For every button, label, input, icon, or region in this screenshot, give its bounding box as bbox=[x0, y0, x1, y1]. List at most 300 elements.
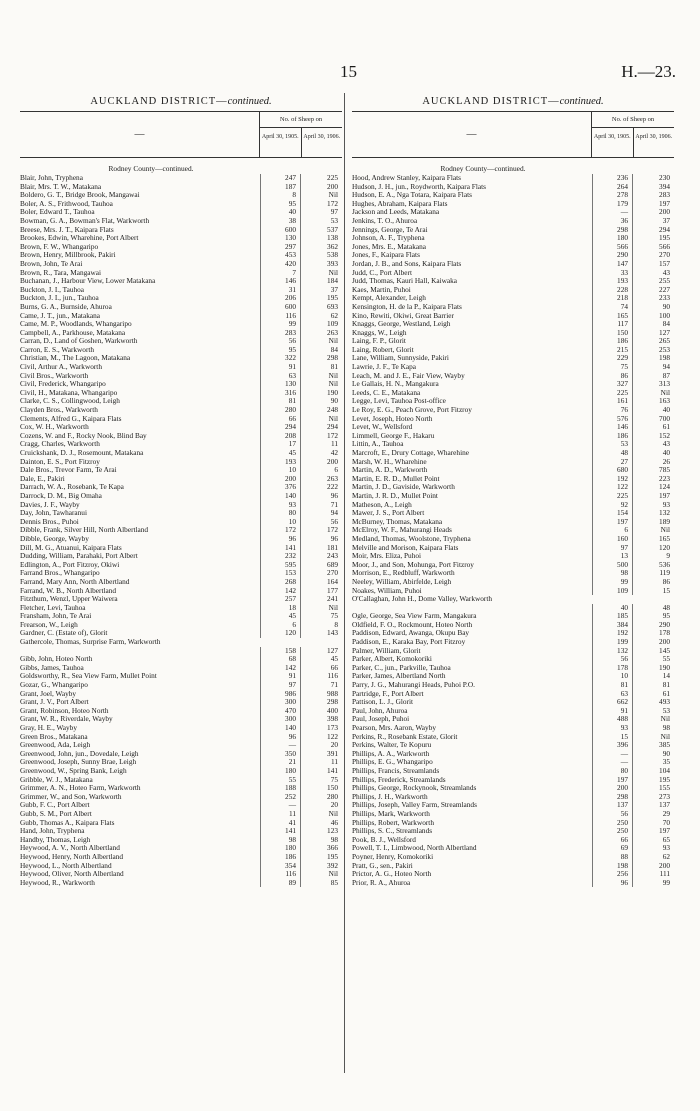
sheep-1906: 227 bbox=[659, 284, 670, 294]
sheep-1905: 199 bbox=[592, 638, 633, 647]
owner-name: Bowman, G. A., Bowman's Flat, Warkworth bbox=[20, 216, 150, 225]
owner-name: Civil, Arthur A., Warkworth bbox=[20, 363, 102, 372]
owner-name: Grant, Joel, Wayby bbox=[20, 689, 77, 698]
sheep-1905: 268 bbox=[260, 578, 301, 587]
column-divider bbox=[344, 93, 345, 1073]
right-column bbox=[352, 93, 674, 887]
owner-name: Lawrie, J. F., Te Kapa bbox=[352, 363, 417, 372]
owner-name: Greenwood, John, jun., Dovedale, Leigh bbox=[20, 749, 139, 758]
owner-name: Paul, John, Ahuroa bbox=[352, 706, 408, 715]
sheep-1906: 537 bbox=[327, 224, 338, 234]
sheep-1906: 172 bbox=[327, 430, 338, 440]
sheep-1905: 55 bbox=[260, 776, 301, 785]
sheep-1905: 252 bbox=[260, 793, 301, 802]
sheep-1905: 41 bbox=[260, 819, 301, 828]
sheep-1906: 200 bbox=[659, 860, 670, 870]
owner-name: Jones, F., Kaipara Flats bbox=[352, 251, 420, 260]
owner-name: Lane, William, Sunnyside, Pakiri bbox=[352, 354, 449, 363]
owner-name: Green Bros., Matakana bbox=[20, 732, 88, 741]
owner-name: Gribble, W. J., Matakana bbox=[20, 775, 93, 784]
sheep-1905: 122 bbox=[592, 483, 633, 492]
sheep-1905: 206 bbox=[260, 294, 301, 303]
owner-name: Knaggs, George, Westland, Leigh bbox=[352, 320, 451, 329]
owner-name: Gibbs, James, Tauhoa bbox=[20, 663, 84, 672]
sheep-1906: 104 bbox=[659, 765, 670, 775]
sheep-1905: 53 bbox=[592, 440, 633, 449]
owner-name: Jennings, George, Te Arai bbox=[352, 225, 428, 234]
sheep-1905: 93 bbox=[592, 724, 633, 733]
sheep-1906: Nil bbox=[328, 370, 338, 380]
owner-name: Matheson, A., Leigh bbox=[352, 500, 412, 509]
sheep-1906: 6 bbox=[334, 465, 338, 475]
table-body bbox=[20, 174, 342, 887]
sheep-1906: 45 bbox=[330, 654, 338, 664]
owner-name: Martin, E. R. D., Mullet Point bbox=[352, 474, 440, 483]
table-header bbox=[352, 111, 674, 158]
owner-name: Phillips, Joseph, Valley Farm, Streamlands bbox=[352, 801, 477, 810]
owner-name: Heywood, Oliver, North Albertland bbox=[20, 870, 124, 879]
owner-name: McElroy, W. F., Mahurangi Heads bbox=[352, 526, 452, 535]
owner-name: Farrand Bros., Whangaripo bbox=[20, 569, 100, 578]
sheep-1905: 69 bbox=[592, 844, 633, 853]
sheep-1906: 195 bbox=[659, 774, 670, 784]
owner-name: Dale Bros., Trevor Farm, Te Arai bbox=[20, 466, 117, 475]
owner-name: Handby, Thomas, Leigh bbox=[20, 835, 91, 844]
sheep-1906: 197 bbox=[659, 826, 670, 836]
sheep-1905: 225 bbox=[592, 389, 633, 398]
owner-name: Farrand, Mary Ann, North Albertland bbox=[20, 577, 130, 586]
sheep-1905: 218 bbox=[592, 294, 633, 303]
sheep-1906: 98 bbox=[662, 723, 670, 732]
owner-name: Levet, W., Wellsford bbox=[352, 423, 413, 432]
sheep-1906: 398 bbox=[327, 714, 338, 724]
owner-name: Clayden Bros., Warkworth bbox=[20, 406, 98, 415]
sheep-1906: 9 bbox=[666, 551, 670, 561]
owner-name: Phillips, A. A., Warkworth bbox=[352, 749, 430, 758]
sheep-1906: 143 bbox=[327, 628, 338, 638]
sheep-1906: 109 bbox=[327, 319, 338, 329]
sheep-1905: 600 bbox=[260, 226, 301, 235]
district-title bbox=[20, 93, 342, 111]
owner-name: Boler, Edward T., Tauhoa bbox=[20, 208, 95, 217]
sheep-1906: 150 bbox=[327, 783, 338, 793]
sheep-1905: 11 bbox=[260, 810, 301, 819]
owner-name: Dale, E., Pakiri bbox=[20, 474, 65, 483]
owner-name: Fitzthum, Wenzl, Upper Waiwera bbox=[20, 595, 118, 604]
sheep-1906: 61 bbox=[662, 422, 670, 432]
sheep-1906: 37 bbox=[330, 284, 338, 294]
owner-name: Heywood, A. V., North Albertland bbox=[20, 844, 120, 853]
sheep-1905: 141 bbox=[260, 827, 301, 836]
owner-name: Paddison, Edward, Awanga, Okupu Bay bbox=[352, 629, 470, 638]
sheep-1906: 290 bbox=[659, 619, 670, 629]
table-row bbox=[352, 879, 674, 888]
owner-name: Buckton, J. I., jun., Tauhoa bbox=[20, 294, 99, 303]
left-column bbox=[20, 93, 342, 887]
sheep-1906: 263 bbox=[327, 473, 338, 483]
sheep-1905: 576 bbox=[592, 415, 633, 424]
owner-name: Paddison, E., Karaka Bay, Port Fitzroy bbox=[352, 638, 466, 647]
owner-name: Grimmer, W., and Son, Warkworth bbox=[20, 792, 122, 801]
sheep-1905: 48 bbox=[592, 449, 633, 458]
sheep-1905: 470 bbox=[260, 707, 301, 716]
sheep-1905: 257 bbox=[260, 595, 301, 604]
sheep-1905: 186 bbox=[260, 853, 301, 862]
sheep-1906: 84 bbox=[330, 344, 338, 354]
sheep-1906: 200 bbox=[327, 456, 338, 466]
owner-name: Morrison, E., Redbluff, Warkworth bbox=[352, 569, 455, 578]
owner-name: Carron, E. S., Warkworth bbox=[20, 345, 95, 354]
owner-name: Civil Bros., Warkworth bbox=[20, 371, 89, 380]
sheep-1905: 256 bbox=[592, 870, 633, 879]
owner-name: Gibb, John, Hoteo North bbox=[20, 655, 93, 664]
sheep-1906: 141 bbox=[327, 765, 338, 775]
sheep-1906: 173 bbox=[327, 723, 338, 732]
owner-name: Moor, J., and Son, Mohunga, Port Fitzroy bbox=[352, 560, 474, 569]
owner-name: Le Roy, E. G., Peach Grove, Port Fitzroy bbox=[352, 406, 472, 415]
sheep-1905: 376 bbox=[260, 483, 301, 492]
sheep-1906: 137 bbox=[659, 800, 670, 810]
table-body bbox=[352, 174, 674, 887]
sheep-1905: 247 bbox=[260, 174, 301, 183]
sheep-1905: 186 bbox=[592, 337, 633, 346]
sheep-1905: 178 bbox=[592, 664, 633, 673]
owner-name: Kensington, H. de la P., Kaipara Flats bbox=[352, 302, 462, 311]
owner-name: Pearson, Mrs. Aaron, Wayby bbox=[352, 724, 436, 732]
page-header bbox=[0, 62, 700, 82]
sheep-1905: — bbox=[592, 208, 633, 217]
sheep-1906: 48 bbox=[662, 602, 670, 612]
section-title: Rodney County—continued. bbox=[440, 164, 526, 173]
owner-name: Gozar, G., Whangaripo bbox=[20, 681, 88, 690]
sheep-1906: 116 bbox=[327, 671, 338, 681]
sheep-1905: 15 bbox=[592, 733, 633, 742]
sheep-1906: 222 bbox=[327, 482, 338, 492]
owner-name: Gubb, S. M., Port Albert bbox=[20, 809, 92, 818]
owner-name: Martin, J. D., Gaviside, Warkworth bbox=[352, 483, 455, 492]
sheep-1906: 172 bbox=[327, 525, 338, 535]
owner-name: Blair, Mrs. T. W., Matakana bbox=[20, 182, 102, 191]
sheep-1906: 87 bbox=[662, 370, 670, 380]
owner-name: Laing, F. P., Glorit bbox=[352, 337, 406, 346]
sheep-1905: 31 bbox=[260, 286, 301, 295]
sheep-1905: 88 bbox=[592, 853, 633, 862]
owner-name: Dill, M. G., Atuanui, Kaipara Flats bbox=[20, 543, 122, 552]
sheep-1905: 91 bbox=[260, 363, 301, 372]
sheep-1905: 132 bbox=[592, 647, 633, 656]
sheep-1906: 283 bbox=[659, 190, 670, 200]
table-row bbox=[352, 595, 674, 612]
sheep-1905: — bbox=[592, 750, 633, 759]
owner-name: Campbell, A., Parkhouse, Matakana bbox=[20, 328, 126, 337]
owner-name: Judd, C., Port Albert bbox=[352, 268, 412, 277]
table-row bbox=[352, 587, 674, 596]
sheep-1906: 689 bbox=[327, 559, 338, 569]
sheep-1906: 43 bbox=[662, 439, 670, 449]
owner-name: Le Gallais, H. N., Mangakura bbox=[352, 380, 439, 389]
sheep-1906: 90 bbox=[662, 748, 670, 758]
sheep-1905: 38 bbox=[260, 217, 301, 226]
sheep-1906: Nil bbox=[660, 525, 670, 535]
sheep-1906: 493 bbox=[659, 697, 670, 707]
owner-name: Phillips, E. G., Whangaripo bbox=[352, 758, 433, 767]
owner-name: Jackson and Leeds, Matakana bbox=[352, 208, 440, 217]
sheep-1906: 8 bbox=[334, 619, 338, 629]
owner-name: Johnson, A. F., Tryphena bbox=[352, 234, 425, 243]
owner-name: Pattison, L. J., Glorit bbox=[352, 698, 414, 707]
sheep-1906: 124 bbox=[659, 482, 670, 492]
owner-name: Grant, Robinson, Hoteo North bbox=[20, 706, 109, 715]
owner-name: Parker, James, Albertland North bbox=[352, 672, 446, 681]
owner-name: Cragg, Charles, Warkworth bbox=[20, 440, 100, 449]
sheep-1905: 150 bbox=[592, 329, 633, 338]
sheep-1906: 26 bbox=[662, 456, 670, 466]
owner-name: Martin, J. R. D., Mullet Point bbox=[352, 491, 438, 500]
sheep-1905: 75 bbox=[592, 363, 633, 372]
sheep-1905: 172 bbox=[260, 526, 301, 535]
owner-name: Laing, Robert, Glorit bbox=[352, 345, 414, 354]
sheep-1905: 198 bbox=[592, 862, 633, 871]
owner-name: Phillips, George, Rockynook, Streamlands bbox=[352, 784, 477, 793]
sheep-1906: 11 bbox=[330, 757, 338, 767]
owner-name: Perkins, R., Rosebank Estate, Glorit bbox=[352, 732, 458, 741]
sheep-1906: 566 bbox=[659, 241, 670, 251]
sheep-1905: 232 bbox=[260, 552, 301, 561]
owner-name: Gubb, Thomas A., Kaipara Flats bbox=[20, 818, 115, 827]
owner-name: Oldfield, F. O., Rockmount, Hoteo North bbox=[352, 620, 473, 629]
owner-name: Fransham, John, Te Arai bbox=[20, 612, 92, 621]
sheep-1906: 62 bbox=[330, 310, 338, 320]
sheep-1906: 270 bbox=[327, 568, 338, 578]
sheep-1906: Nil bbox=[328, 413, 338, 423]
sheep-1905: 153 bbox=[260, 569, 301, 578]
sheep-1905: 280 bbox=[260, 406, 301, 415]
owner-name: Fletcher, Levi, Tauhoa bbox=[20, 603, 86, 612]
owner-name: Clarke, C. S., Collingwood, Leigh bbox=[20, 397, 120, 406]
sheep-1906: 94 bbox=[330, 508, 338, 518]
owner-name: Powell, T. I., Limbwood, North Albertland bbox=[352, 844, 477, 853]
sheep-1906: 538 bbox=[327, 250, 338, 260]
owner-name: Marsh, W. H., Wharehine bbox=[352, 457, 427, 466]
header-year-1906: April 30, 1906. bbox=[303, 134, 341, 140]
sheep-1906: 693 bbox=[327, 301, 338, 311]
owner-name: Farrand, W. B., North Albertland bbox=[20, 586, 117, 595]
owner-name: Gray, H. E., Wayby bbox=[20, 724, 77, 732]
sheep-1905: 161 bbox=[592, 397, 633, 406]
sheep-1906: 40 bbox=[662, 405, 670, 415]
sheep-1906: 265 bbox=[659, 336, 670, 346]
sheep-1906: 189 bbox=[659, 516, 670, 526]
owner-name: Gardner, C. (Estate of), Glorit bbox=[20, 629, 108, 638]
sheep-1906: 313 bbox=[659, 379, 670, 389]
sheep-1905: 396 bbox=[592, 741, 633, 750]
owner-name: Pratt, G., sen., Pakiri bbox=[352, 861, 413, 870]
sheep-1905: 322 bbox=[260, 354, 301, 363]
owner-name: Civil, Frederick, Whangaripo bbox=[20, 380, 106, 389]
sheep-1906: 71 bbox=[330, 680, 338, 690]
district-continued: continued. bbox=[227, 96, 272, 107]
sheep-1905: 56 bbox=[592, 810, 633, 819]
owner-name: Greenwood, Joseph, Sunny Brae, Leigh bbox=[20, 758, 137, 767]
owner-name: Legge, Levi, Tauhoa Post-office bbox=[352, 397, 446, 406]
table-row bbox=[20, 638, 342, 655]
sheep-1906: 61 bbox=[662, 688, 670, 698]
sheep-1906: 85 bbox=[330, 877, 338, 887]
sheep-1905: 36 bbox=[592, 217, 633, 226]
sheep-1905: 96 bbox=[592, 879, 633, 888]
owner-name: Boldero, G. T., Bridge Brook, Mangawai bbox=[20, 191, 140, 200]
owner-name: Burns, G. A., Burnside, Ahuroa bbox=[20, 302, 112, 311]
owner-name: Buchanan, J., Harbour View, Lower Matakana bbox=[20, 277, 156, 286]
sheep-1906: 273 bbox=[659, 791, 670, 801]
owner-name: Phillips, Mark, Warkworth bbox=[352, 809, 430, 818]
sheep-1905: 300 bbox=[260, 698, 301, 707]
sheep-1905: 297 bbox=[260, 243, 301, 252]
sheep-1906: 195 bbox=[659, 233, 670, 243]
sheep-1905: 140 bbox=[260, 492, 301, 501]
sheep-1905: 92 bbox=[592, 501, 633, 510]
sheep-1905: 95 bbox=[260, 346, 301, 355]
owner-name: Phillips, S. C., Streamlands bbox=[352, 827, 433, 836]
owner-name: Brown, R., Tara, Mangawai bbox=[20, 268, 102, 277]
sheep-1905: 595 bbox=[260, 561, 301, 570]
sheep-1905: 228 bbox=[592, 286, 633, 295]
owner-name: Phillips, Frederick, Streamlands bbox=[352, 775, 446, 784]
sheep-1905: 197 bbox=[592, 518, 633, 527]
sheep-1906: 29 bbox=[662, 808, 670, 818]
owner-name: Christian, M., The Lagoon, Matakana bbox=[20, 354, 131, 363]
sheep-1905: 187 bbox=[260, 183, 301, 192]
sheep-1905: 21 bbox=[260, 758, 301, 767]
sheep-1906: 122 bbox=[327, 731, 338, 741]
owner-name: Marcroft, E., Drury Cottage, Wharehine bbox=[352, 449, 469, 457]
sheep-1905: 80 bbox=[592, 767, 633, 776]
owner-name: Edlington, A., Port Fitzroy, Okiwi bbox=[20, 560, 120, 569]
owner-name: Leeds, C. E., Matakana bbox=[352, 388, 421, 397]
sheep-1905: 420 bbox=[260, 260, 301, 269]
sheep-1905: 130 bbox=[260, 380, 301, 389]
sheep-1905: 264 bbox=[592, 183, 633, 192]
sheep-1905: 350 bbox=[260, 750, 301, 759]
sheep-1906: 195 bbox=[327, 293, 338, 303]
sheep-1906: 700 bbox=[659, 413, 670, 423]
sheep-1905: 142 bbox=[260, 664, 301, 673]
sheep-1906: 90 bbox=[330, 396, 338, 406]
sheep-1905: 76 bbox=[592, 406, 633, 415]
sheep-1905: 197 bbox=[592, 776, 633, 785]
owner-name: Hood, Andrew Stanley, Kaipara Flats bbox=[352, 174, 461, 182]
header-name-column: — bbox=[20, 112, 260, 157]
owner-name: Day, John, Tawharanui bbox=[20, 509, 87, 518]
sheep-1905: 109 bbox=[592, 587, 633, 596]
sheep-1906: 93 bbox=[662, 499, 670, 509]
sheep-1906: 400 bbox=[327, 705, 338, 715]
owner-name: Kaes, Martin, Puhoi bbox=[352, 285, 411, 294]
sheep-1905: 179 bbox=[592, 200, 633, 209]
owner-name: Greenwood, W., Spring Bank, Leigh bbox=[20, 766, 127, 775]
sheep-1906: 98 bbox=[330, 834, 338, 844]
owner-name: Mawer, J. S., Port Albert bbox=[352, 509, 425, 518]
sheep-1906: 248 bbox=[327, 405, 338, 415]
sheep-1906: 172 bbox=[327, 198, 338, 208]
header-year-1905: April 30, 1905. bbox=[260, 128, 302, 157]
sheep-1906: Nil bbox=[328, 190, 338, 200]
sheep-1905: 488 bbox=[592, 715, 633, 724]
sheep-1905: 89 bbox=[260, 879, 301, 888]
owner-name: Paul, Joseph, Puhoi bbox=[352, 715, 410, 724]
sheep-1905: 294 bbox=[260, 423, 301, 432]
district-continued: continued. bbox=[559, 96, 604, 107]
sheep-1906: 56 bbox=[330, 516, 338, 526]
owner-name: Levet, Joseph, Hoteo North bbox=[352, 414, 433, 423]
sheep-1905: 141 bbox=[260, 544, 301, 553]
sheep-1905: 193 bbox=[592, 277, 633, 286]
sheep-1905: 200 bbox=[260, 475, 301, 484]
sheep-1905: 99 bbox=[260, 320, 301, 329]
sheep-1905: 86 bbox=[592, 372, 633, 381]
sheep-1905: 142 bbox=[260, 587, 301, 596]
sheep-1906: 123 bbox=[327, 826, 338, 836]
sheep-1906: 119 bbox=[659, 568, 670, 578]
sheep-1905: 283 bbox=[260, 329, 301, 338]
sheep-1906: 43 bbox=[662, 267, 670, 277]
table-row bbox=[20, 629, 342, 638]
sheep-1906: 163 bbox=[659, 396, 670, 406]
sheep-1905: 40 bbox=[260, 208, 301, 217]
sheep-1906: 99 bbox=[662, 877, 670, 887]
owner-name: Brown, Henry, Millbrook, Pakiri bbox=[20, 251, 116, 260]
sheep-1905: 290 bbox=[592, 251, 633, 260]
owner-name: Hudson, E. A., Nga Totara, Kaipara Flats bbox=[352, 191, 472, 200]
sheep-1906: 81 bbox=[662, 680, 670, 690]
sheep-1906: 181 bbox=[327, 542, 338, 552]
sheep-1906: 294 bbox=[659, 224, 670, 234]
owner-name: Came, J. T., jun., Matakana bbox=[20, 311, 100, 320]
sheep-1906: 132 bbox=[659, 508, 670, 518]
sheep-1905: 6 bbox=[260, 621, 301, 630]
section-title: Rodney County—continued. bbox=[108, 164, 194, 173]
sheep-1905: 680 bbox=[592, 466, 633, 475]
sheep-1906: 35 bbox=[662, 757, 670, 767]
sheep-1905: 120 bbox=[260, 629, 301, 638]
sheep-1905: 40 bbox=[592, 604, 633, 613]
sheep-1906: 138 bbox=[327, 233, 338, 243]
sheep-1906: 62 bbox=[662, 851, 670, 861]
sheep-1906: 86 bbox=[662, 576, 670, 586]
sheep-1906: 362 bbox=[327, 241, 338, 251]
owner-name: Clements, Alfred G., Kaipara Flats bbox=[20, 414, 122, 423]
owner-name: Civil, H., Matakana, Whangaripo bbox=[20, 388, 118, 397]
owner-name: Hand, John, Tryphena bbox=[20, 827, 85, 836]
owner-name: Dibble, George, Wayby bbox=[20, 534, 89, 543]
owner-name: Greenwood, Ada, Leigh bbox=[20, 741, 91, 750]
owner-name: Phillips, J. H., Warkworth bbox=[352, 792, 428, 801]
sheep-1906: 988 bbox=[327, 688, 338, 698]
owner-name: Kino, Rewiti, Okiwi, Great Barrier bbox=[352, 311, 454, 320]
sheep-1906: 97 bbox=[330, 207, 338, 217]
owner-name: Dibble, Frank, Silver Hill, North Albertland bbox=[20, 526, 149, 535]
header-name-column: — bbox=[352, 112, 592, 157]
sheep-1905: 56 bbox=[592, 655, 633, 664]
sheep-1906: 81 bbox=[330, 362, 338, 372]
owner-name: Poyner, Henry, Komokoriki bbox=[352, 852, 434, 861]
owner-name: Buckton, J. I., Tauhoa bbox=[20, 285, 85, 294]
sheep-1905: 56 bbox=[260, 337, 301, 346]
sheep-1906: 46 bbox=[330, 817, 338, 827]
sheep-1905: 662 bbox=[592, 698, 633, 707]
sheep-1905: 180 bbox=[260, 844, 301, 853]
sheep-1906: 391 bbox=[327, 748, 338, 758]
